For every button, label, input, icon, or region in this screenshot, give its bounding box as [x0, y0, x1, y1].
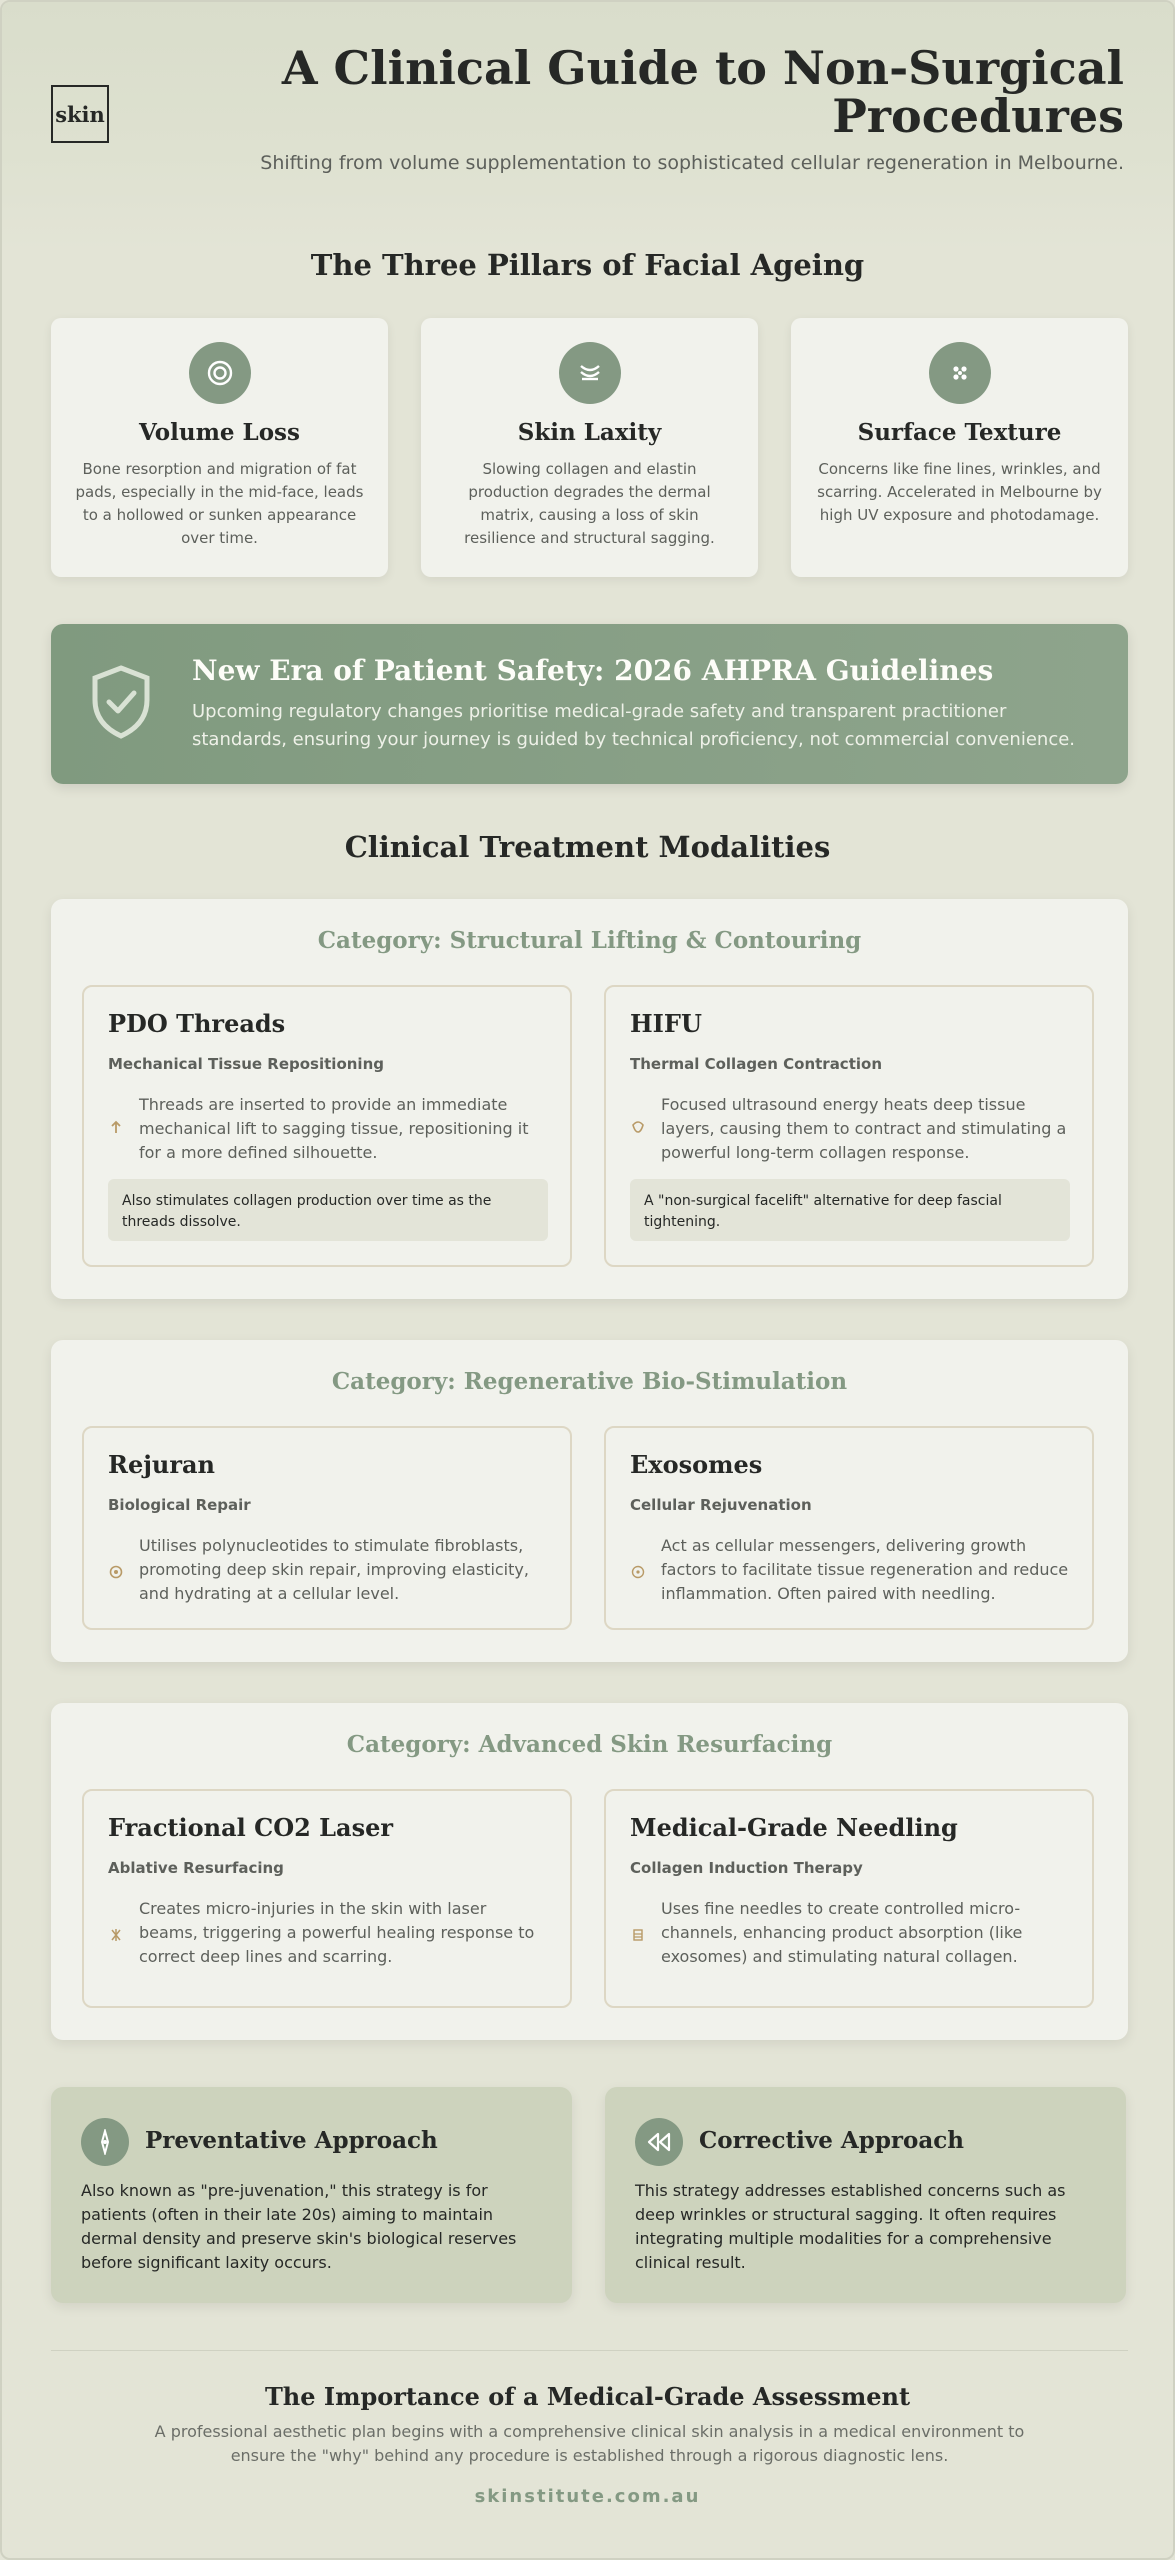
cell-icon: [108, 1564, 124, 1580]
treatment-note: A "non-surgical facelift" alternative for deep fascial tightening.: [630, 1179, 1070, 1241]
preventative-approach-card: [51, 2087, 572, 2303]
treatment-description: Focused ultrasound energy heats deep tissue layers, causing them to contract and stimulating a powerful long-term collagen response.: [661, 1095, 1067, 1162]
compass-icon: [81, 2118, 129, 2166]
pillar-card-volume-loss: [51, 318, 388, 577]
treatment-description: Threads are inserted to provide an immediate mechanical lift to sagging tissue, repositioning it for a more defined silhouette.: [139, 1095, 529, 1162]
approach-title: Preventative Approach: [145, 2127, 438, 2154]
treatment-card-exosomes[interactable]: [604, 1426, 1094, 1630]
treatment-title: Exosomes: [630, 1450, 763, 1479]
dot-circle-icon: [630, 1564, 646, 1580]
category-panel-regenerative: [51, 1340, 1128, 1662]
treatment-title: HIFU: [630, 1009, 702, 1038]
pillar-text: Concerns like fine lines, wrinkles, and scarring. Accelerated in Melbourne by high UV exposure and photodamage.: [817, 460, 1102, 524]
rewind-icon: [635, 2118, 683, 2166]
safety-banner: [51, 624, 1128, 784]
treatment-card-co2-laser[interactable]: [82, 1789, 572, 2008]
category-panel-structural: [51, 899, 1128, 1299]
pillar-card-surface-texture: [791, 318, 1128, 577]
modalities-title: Clinical Treatment Modalities: [344, 830, 831, 864]
treatment-title: Rejuran: [108, 1450, 215, 1479]
treatment-description: Utilises polynucleotides to stimulate fibroblasts, promoting deep skin repair, improving elasticity, and hydrating at a cellular level.: [139, 1536, 529, 1603]
treatment-subtitle: Mechanical Tissue Repositioning: [108, 1055, 384, 1073]
approach-title: Corrective Approach: [699, 2127, 964, 2154]
website-link[interactable]: skinstitute.com.au: [474, 2486, 701, 2507]
treatment-description: Creates micro-injuries in the skin with laser beams, triggering a powerful healing response to correct deep lines and scarring.: [139, 1899, 535, 1966]
pillar-title: Volume Loss: [139, 419, 300, 446]
approach-text: This strategy addresses established concerns such as deep wrinkles or structural sagging. It often requires integrating multiple modalities for a comprehensive clinical result.: [635, 2181, 1066, 2272]
category-panel-resurfacing: [51, 1703, 1128, 2040]
treatment-subtitle: Cellular Rejuvenation: [630, 1496, 812, 1514]
pillar-text: Bone resorption and migration of fat pads, especially in the mid-face, leads to a hollowed or sunken appearance over time.: [75, 460, 364, 547]
laser-icon: [108, 1927, 124, 1943]
treatment-subtitle: Ablative Resurfacing: [108, 1859, 284, 1877]
footer-divider: [51, 2350, 1128, 2351]
treatment-card-rejuran[interactable]: [82, 1426, 572, 1630]
banner-title: New Era of Patient Safety: 2026 AHPRA Guidelines: [192, 654, 994, 687]
category-title: Category: Regenerative Bio-Stimulation: [331, 1368, 848, 1395]
page-subtitle: Shifting from volume supplementation to sophisticated cellular regeneration in Melbourne.: [260, 152, 1124, 174]
heat-icon: [630, 1119, 646, 1135]
pillar-title: Surface Texture: [857, 419, 1062, 446]
treatment-card-needling[interactable]: [604, 1789, 1094, 2008]
treatment-title: Medical-Grade Needling: [630, 1813, 958, 1842]
logo[interactable]: skin: [51, 85, 109, 143]
treatment-title: Fractional CO2 Laser: [108, 1813, 394, 1842]
grid-icon: [630, 1927, 646, 1943]
treatment-description: Uses fine needles to create controlled micro-channels, enhancing product absorption (like exosomes) and stimulating natural collagen.: [661, 1899, 1023, 1966]
treatment-subtitle: Thermal Collagen Contraction: [630, 1055, 882, 1073]
corrective-approach-card: [605, 2087, 1126, 2303]
pillar-text: Slowing collagen and elastin production degrades the dermal matrix, causing a loss of skin resilience and structural sagging.: [464, 460, 715, 547]
pillar-card-skin-laxity: [421, 318, 758, 577]
shield-check-icon: [89, 664, 153, 744]
pillars-title: The Three Pillars of Facial Ageing: [310, 248, 865, 282]
treatment-card-hifu[interactable]: [604, 985, 1094, 1267]
treatment-title: PDO Threads: [108, 1009, 286, 1038]
category-title: Category: Advanced Skin Resurfacing: [346, 1731, 833, 1758]
page-title: A Clinical Guide to Non-Surgical Procedures: [281, 41, 1124, 143]
arrow-up-icon: [108, 1119, 124, 1135]
target-icon: [189, 342, 251, 404]
treatment-note: Also stimulates collagen production over time as the threads dissolve.: [108, 1179, 548, 1241]
pillar-title: Skin Laxity: [517, 419, 662, 446]
treatment-description: Act as cellular messengers, delivering growth factors to facilitate tissue regeneration and reduce inflammation. Often paired with needling.: [661, 1536, 1069, 1603]
footer-title: The Importance of a Medical-Grade Assessment: [264, 2382, 911, 2411]
treatment-card-pdo-threads[interactable]: [82, 985, 572, 1267]
banner-text: Upcoming regulatory changes prioritise medical-grade safety and transparent practitioner standards, ensuring your journey is guided by technical proficiency, not commercial convenience.: [192, 701, 1076, 750]
dots-icon: [929, 342, 991, 404]
treatment-subtitle: Biological Repair: [108, 1496, 251, 1514]
footer-text: A professional aesthetic plan begins with a comprehensive clinical skin analysis in a medical environment to ensure the "why" behind any procedure is established through a rigorous diagnostic lens.: [154, 2422, 1025, 2465]
treatment-subtitle: Collagen Induction Therapy: [630, 1859, 863, 1877]
category-title: Category: Structural Lifting & Contouring: [317, 927, 862, 954]
layers-icon: [559, 342, 621, 404]
approach-text: Also known as "pre-juvenation," this strategy is for patients (often in their late 20s) aiming to maintain dermal density and preserve skin's biological reserves before significant laxity occurs.: [81, 2181, 517, 2272]
header: [2, 2, 1173, 252]
